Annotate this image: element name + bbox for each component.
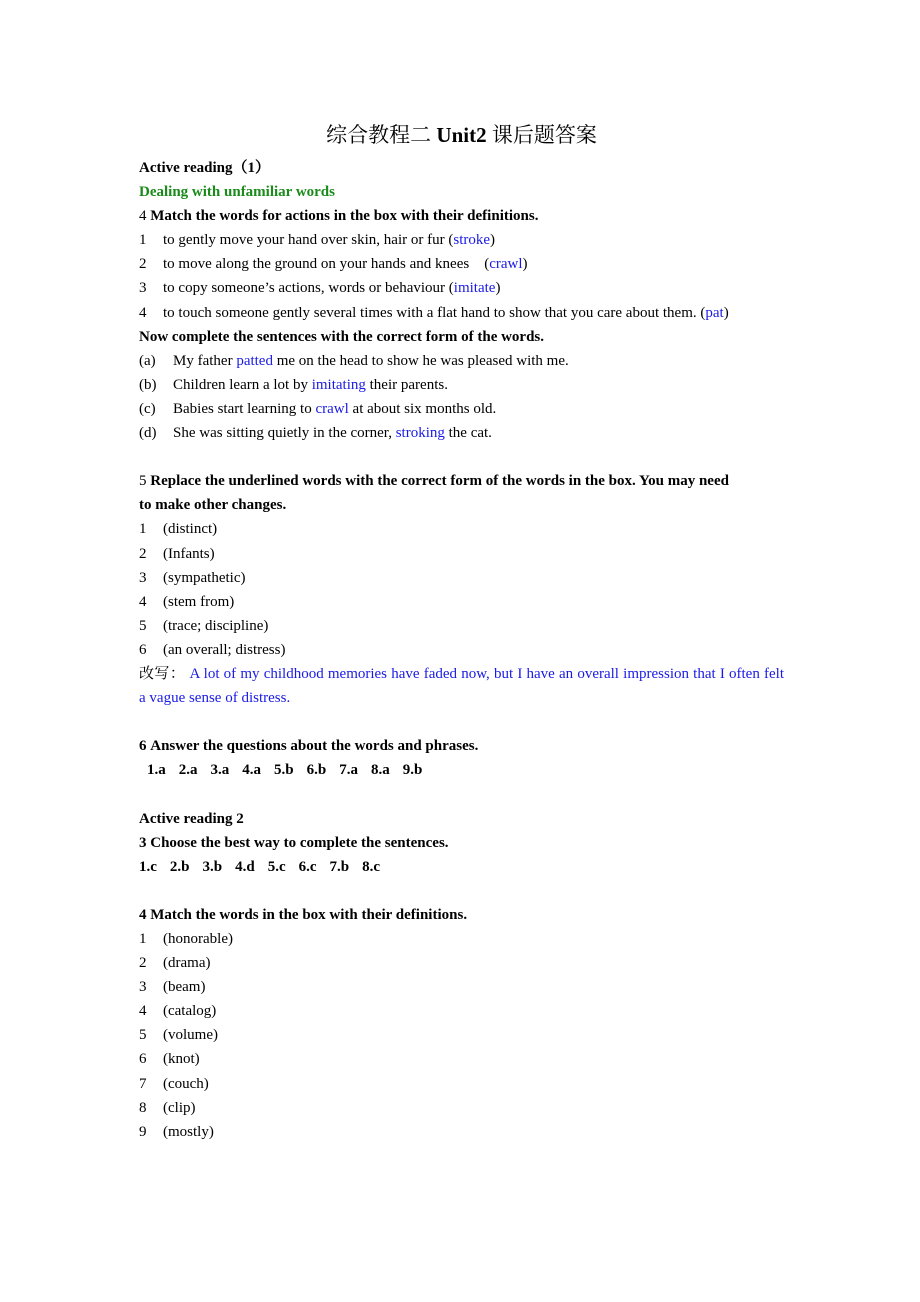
- item-number: 3: [139, 280, 147, 297]
- exercise-number: 6: [139, 738, 147, 755]
- definition-item: [139, 301, 784, 325]
- sentence-after: the cat.: [444, 425, 492, 442]
- rewrite-label: 改写：: [139, 665, 186, 682]
- item-answer: pat: [705, 304, 724, 321]
- sentence-before: My father: [173, 352, 237, 369]
- item-number: 6: [139, 1051, 147, 1068]
- answer-item: 3.a: [210, 762, 230, 779]
- item-text: (clip): [163, 1099, 196, 1116]
- page-title: [139, 118, 784, 156]
- exercise-number: 5: [139, 473, 147, 490]
- answer-item: 7.b: [329, 858, 350, 875]
- answer-item: 4.d: [235, 858, 255, 875]
- exercise-number: 4: [139, 208, 147, 225]
- sentence-item: [139, 421, 784, 445]
- answer-item: 1.c: [139, 858, 157, 875]
- definition-item: [139, 1096, 784, 1120]
- item-text: (volume): [163, 1027, 218, 1044]
- item-answer: stroke: [453, 232, 491, 249]
- replacement-item: [139, 590, 784, 614]
- item-number: 2: [139, 955, 147, 972]
- exercise-5-instruction: [139, 469, 784, 493]
- item-text: to copy someone’s actions, words or behaviour (: [163, 280, 454, 297]
- sentence-before: Children learn a lot by: [173, 376, 312, 393]
- definition-item: [139, 927, 784, 951]
- sentence-label: (a): [139, 352, 156, 369]
- item-number: 2: [139, 256, 147, 273]
- sentence-answer: stroking: [395, 425, 445, 442]
- instruction-text: Choose the best way to complete the sentences.: [150, 834, 449, 851]
- item-text: (catalog): [163, 1003, 217, 1020]
- definition-item: [139, 999, 784, 1023]
- exercise-number: 4: [139, 906, 147, 923]
- replacement-item: [139, 542, 784, 566]
- item-close: ): [723, 304, 729, 321]
- item-number: 4: [139, 304, 147, 321]
- item-text: (beam): [163, 979, 206, 996]
- answer-item: 4.a: [242, 762, 261, 779]
- sentence-before: Babies start learning to: [173, 400, 316, 417]
- item-close: ): [522, 256, 528, 273]
- definition-item: [139, 1047, 784, 1071]
- replacement-item: [139, 517, 784, 541]
- item-text: (knot): [163, 1051, 200, 1068]
- ar2-exercise-4-instruction: [139, 903, 784, 927]
- exercise-6-answers: [139, 758, 784, 782]
- definition-item: [139, 228, 784, 252]
- sentence-label: (b): [139, 376, 157, 393]
- item-text: (distinct): [163, 521, 218, 538]
- answer-item: 1.a: [147, 762, 166, 779]
- instruction-text: Replace the underlined words with the correct form of the words in the box. You may need: [150, 473, 729, 490]
- answer-item: 9.b: [402, 762, 423, 779]
- replacement-item: [139, 638, 784, 662]
- replacement-item: [139, 566, 784, 590]
- active-reading-1-heading: Active reading（1）: [139, 160, 270, 176]
- instruction-text: Match the words for actions in the box with their definitions.: [150, 208, 539, 225]
- sentence-before: She was sitting quietly in the corner,: [173, 425, 396, 442]
- item-text: (mostly): [163, 1123, 214, 1140]
- sentence-answer: patted: [236, 352, 273, 369]
- item-number: 3: [139, 569, 147, 586]
- item-number: 9: [139, 1123, 147, 1140]
- sentence-answer: imitating: [311, 376, 366, 393]
- instruction-text: Match the words in the box with their definitions.: [150, 906, 468, 923]
- exercise-4-instruction-2: Now complete the sentences with the correct form of the words.: [139, 328, 545, 345]
- rewrite-paragraph: [139, 662, 784, 710]
- item-number: 5: [139, 1027, 147, 1044]
- title-chinese-2: 课后题答案: [491, 123, 597, 147]
- item-number: 5: [139, 617, 147, 634]
- answer-item: 6.b: [306, 762, 327, 779]
- exercise-3-answers: [139, 855, 784, 879]
- item-number: 4: [139, 1003, 147, 1020]
- item-answer: imitate: [453, 280, 496, 297]
- item-number: 1: [139, 931, 147, 947]
- item-number: 2: [139, 545, 147, 562]
- item-text: (stem from): [163, 593, 235, 610]
- definition-item: [139, 252, 784, 276]
- item-number: 8: [139, 1099, 147, 1116]
- item-text: (trace; discipline): [163, 617, 269, 634]
- sentence-label: (c): [139, 400, 156, 417]
- item-number: 3: [139, 979, 147, 996]
- definition-item: [139, 1120, 784, 1144]
- item-text: (honorable): [163, 931, 233, 947]
- answer-item: 2.b: [169, 858, 190, 875]
- answer-item: 8.c: [362, 858, 381, 875]
- item-text: (sympathetic): [163, 569, 246, 586]
- active-reading-2-heading: Active reading 2: [139, 810, 244, 827]
- item-text: (an overall; distress): [163, 641, 286, 658]
- item-text: to move along the ground on your hands and knees (: [163, 256, 490, 273]
- answer-item: 5.c: [267, 858, 286, 875]
- exercise-3-instruction: [139, 831, 784, 855]
- sentence-after: their parents.: [365, 376, 448, 393]
- exercise-4-instruction: [139, 204, 784, 228]
- rewrite-text: A lot of my childhood memories have faded now, but I have an overall impression that I often felt a vague sense of distress.: [139, 665, 784, 707]
- replacement-item: [139, 614, 784, 638]
- answer-item: 8.a: [370, 762, 390, 779]
- item-number: 7: [139, 1075, 147, 1092]
- answer-item: 2.a: [178, 762, 198, 779]
- item-number: 6: [139, 641, 147, 658]
- title-chinese: 综合教程二: [326, 123, 432, 147]
- sentence-answer: crawl: [315, 400, 349, 417]
- item-text: (couch): [163, 1075, 209, 1092]
- sentence-after: at about six months old.: [348, 400, 497, 417]
- item-close: ): [490, 232, 496, 249]
- answer-item: 5.b: [274, 762, 294, 779]
- item-close: ): [495, 280, 501, 297]
- item-number: 1: [139, 232, 147, 249]
- answer-item: 3.b: [202, 858, 223, 875]
- sentence-after: me on the head to show he was pleased with me.: [272, 352, 569, 369]
- definition-item: [139, 951, 784, 975]
- sentence-label: (d): [139, 425, 157, 442]
- exercise-5-instruction-cont: to make other changes.: [139, 497, 287, 514]
- item-answer: crawl: [489, 256, 523, 273]
- item-number: 4: [139, 593, 147, 610]
- exercise-6-instruction: [139, 734, 784, 758]
- item-text: (drama): [163, 955, 211, 972]
- answer-item: 7.a: [339, 762, 358, 779]
- sentence-item: [139, 397, 784, 421]
- item-text: to touch someone gently several times with a flat hand to show that you care about them. (: [163, 304, 706, 321]
- definition-item: [139, 1072, 784, 1096]
- sentence-item: [139, 373, 784, 397]
- document-page: [139, 118, 784, 1144]
- item-text: to gently move your hand over skin, hair or fur (: [163, 232, 454, 249]
- definition-item: [139, 975, 784, 999]
- answer-item: 6.c: [298, 858, 317, 875]
- item-text: (Infants): [163, 545, 215, 562]
- item-number: 1: [139, 521, 147, 538]
- unfamiliar-words-subheading: Dealing with unfamiliar words: [139, 184, 335, 201]
- sentence-item: [139, 349, 784, 373]
- instruction-text: Answer the questions about the words and phrases.: [150, 738, 479, 755]
- title-unit: Unit2: [436, 123, 487, 147]
- exercise-number: 3: [139, 834, 147, 851]
- definition-item: [139, 1023, 784, 1047]
- definition-item: [139, 276, 784, 300]
